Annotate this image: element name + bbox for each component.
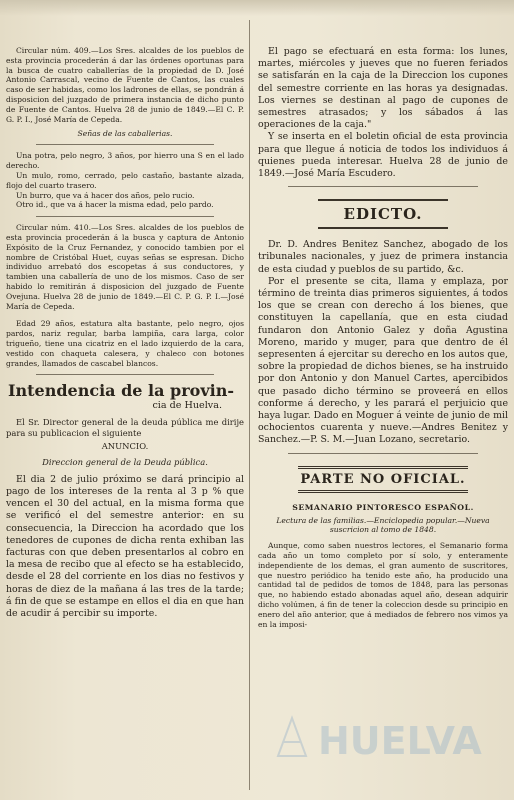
watermark-emblem-icon [278,718,306,756]
divider [288,186,478,187]
right-column [258,0,508,800]
semanario-subtitle: Lectura de las familias.—Enciclopedia popular.—Nueva suscricion al tomo de 1848. [276,515,490,535]
watermark-text: HUELVA [318,719,482,763]
divider [288,453,478,454]
insertion-notice: Y se inserta en el boletin oficial de esta provincia para que llegue á noticia de todos los individuos á quienes pueda interesar. Huelva 28 de junio de 1849.—José María Escudero. [258,131,508,180]
divider [36,144,214,145]
semanario-title: SEMANARIO PINTORESCO ESPAÑOL. [292,502,474,512]
senas-item: Un burro, que va á hacer dos años, pelo rucio. [16,190,195,200]
anuncio-body: El dia 2 de julio próximo se dará principio al pago de los intereses de la renta al 3 p % que vencen el 30 del actual, en la misma forma que se verificó el del semestre anterior: en su consecuencia, la Direccion ha acordado que los tenedores de cupones de dicha renta exhiban las facturas con que deben presentarlos al cobro en la mesa de recibo que al efecto se ha establecido, desde el 28 del corriente en los dias no festivos y horas de diez de la mañana á las tres de la tarde; á fin de que se estampe en ellos el dia en que han de acudir á percibir su importe. [6,473,244,619]
intro-paragraph: El Sr. Director general de la deuda pública me dirije para su publicacion el siguiente [6,417,244,438]
column-rule [249,20,250,790]
intendencia-title: Intendencia de la provin- [8,381,234,401]
circular-409: Circular núm. 409.—Los Sres. alcaldes de los pueblos de esta provincia procederán á dar las órdenes oportunas para la busca de cuatro caballerías de la propiedad de D. José Antonio Carrascal, vecino de Fuente de Cantos, las cuales caso de ser habidas, como los ladrones de ellas, se pondrán á disposicion del juzgado de primera instancia de dicho punto de Fuente de Cantos. Huelva 28 de junio de 1849.—El C. P. G. P. I., José María de Cepeda. [6,46,244,124]
senas-410: Edad 29 años, estatura alta bastante, pelo negro, ojos pardos, nariz regular, barba lampiña, cara larga, color trigueño, tiene una cicatriz en el lado izquierdo de la cara, vestido con chaqueta calesera, y chaleco con botones grandes, llamados de cascabel blancos. [6,319,244,368]
senas-item: Un mulo, romo, cerrado, pelo castaño, bastante alzada, flojo del cuarto trasero. [6,170,244,190]
senas-item: Otro id., que va á hacer la misma edad, pelo pardo. [16,200,214,210]
senas-title: Señas de las caballerias. [77,129,173,139]
library-watermark [270,708,510,768]
parte-no-oficial-title: PARTE NO OFICIAL. [298,466,468,493]
edicto-intro: Dr. D. Andres Benitez Sanchez, abogado de los tribunales nacionales, y juez de primera instancia de esta ciudad y pueblos de su partido, &c. [258,239,508,275]
divider [36,216,214,217]
direccion-title: Direccion general de la Deuda pública. [42,457,208,468]
divider [36,374,214,375]
left-column [6,0,244,800]
intendencia-subtitle: cia de Huelva. [152,400,222,412]
edicto-title: EDICTO. [318,199,448,229]
circular-410: Circular núm. 410.—Los Sres. alcaldes de los pueblos de esta provincia procederán á la busca y captura de Antonio Expósito de la Cruz Fernandez, y conocido tambien por el nombre de Cristóbal Huet, cuyas señas se espresan. Dicho individuo arrebató dos escopetas á sus conductores, y tambien una caballería de uno de los mismos. Caso de ser habido lo remitirán á disposicion del juzgado de Fuente Ovejuna. Huelva 28 de junio de 1849.—El C. P. G. P. I.—José María de Cepeda. [6,223,244,311]
senas-item: Una potra, pelo negro, 3 años, por hierro una S en el lado derecho. [6,151,244,171]
anuncio-continuation: El pago se efectuará en esta forma: los lunes, martes, miércoles y jueves que no fueren feriados se satisfarán en la caja de la Direccion los cupones del semestre corriente en las horas ya designadas. Los viernes se destinan al pago de cupones de semestres atrasados; y los sábados á las operaciones de la caja." [258,46,508,131]
edicto-body: Por el presente se cita, llama y emplaza, por término de treinta dias primeros siguientes, á todos los que se crean con derecho á los bienes, que constituyen la capellanía, que en esta ciudad fundaron don Antonio Galez y doña Agustina Moreno, marido y muger, para que dentro de él sepresenten á ejercitar su derecho en los autos que, sobre la propiedad de dichos bienes, se ha instruido por don Antonio y don Manuel Cartes, apercibidos que pasado dicho término se proveerá en ellos conforme á derecho, y les parará el perjuicio que haya lugar. Dado en Moguer á veinte de junio de mil ochocientos cuarenta y nueve.—Andres Benitez y Sanchez.—P. S. M.—Juan Lozano, secretario. [258,275,508,446]
anuncio-title: ANUNCIO. [101,440,149,451]
semanario-body: Aunque, como saben nuestros lectores, el Semanario forma cada año un tomo completo por sí solo, y enteramente independiente de los demas, el gran aumento de suscritores, que nuestro periódico ha tenido este año, ha producido una cantidad tal de pedidos de tomos de 1848, para las personas que, no habiendo estado abonadas aquel año, desean adquirir dicho volúmen, á fin de tener la coleccion desde su principio en enero del año anterior, que á mediados de febrero nos vimos ya en la imposi- [258,541,508,629]
